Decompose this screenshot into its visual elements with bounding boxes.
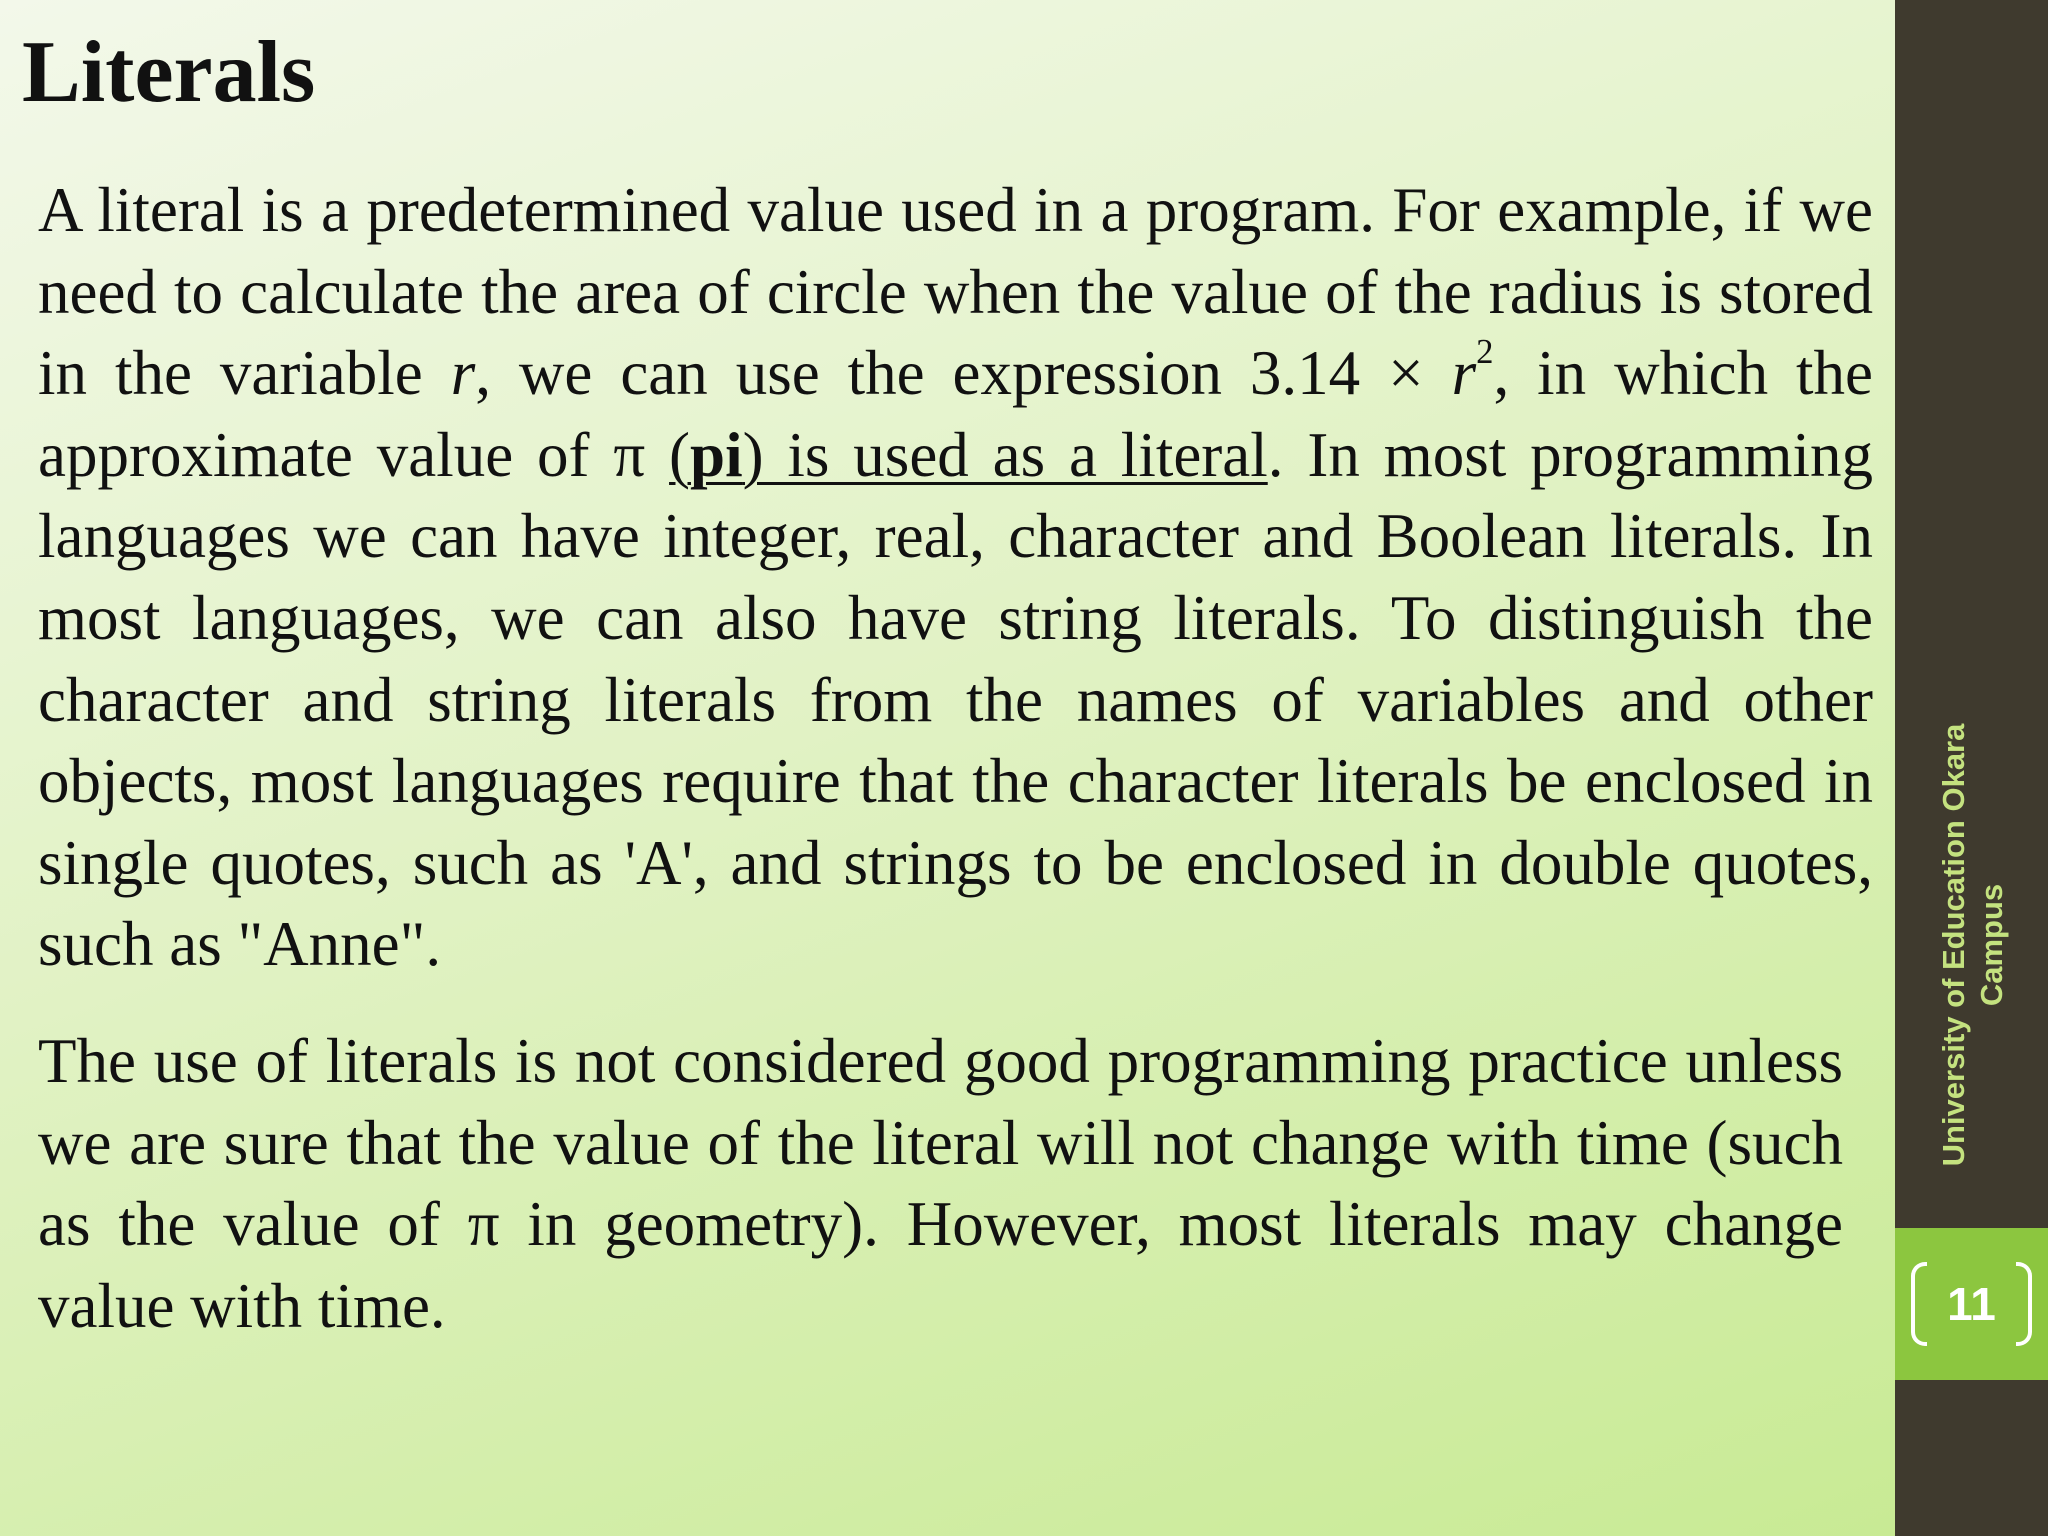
- p1-text-2: , we can use the expression 3.14 ×: [475, 338, 1452, 409]
- campus-name: Campus: [1974, 883, 2009, 1007]
- underlined-rest: ) is used as a literal: [742, 419, 1268, 490]
- p1-text-4: . In most programming languages we can have integer, real, character and Boolean literals. In most languages, we can also have string literals. To distinguish the character and string literals from the names of variables and other objects, most languages require that the character literals be enclosed in single quotes, such as 'A', and strings to be enclosed in double quotes, such as "Anne".: [38, 419, 1874, 980]
- page-number-box: [1895, 1228, 2048, 1380]
- exponent: 2: [1476, 333, 1494, 372]
- university-name: University of Education Okara: [1936, 723, 1971, 1167]
- sidebar-label-area: [1923, 700, 2023, 1190]
- page-number: 11: [1947, 1278, 1996, 1330]
- underlined-open-paren: (: [669, 419, 691, 490]
- slide-title: Literals: [22, 24, 316, 121]
- paragraph-practice: The use of literals is not considered good programming practice unless we are sure that the value of the literal will not change with time (such as the value of π in geometry). However, most literals may change value with time.: [38, 1026, 1843, 1341]
- variable-r-squared: r: [1451, 338, 1477, 409]
- variable-r: r: [450, 338, 476, 409]
- p1-text-3: , in which the approximate value of π: [38, 338, 1873, 490]
- paragraph-definition: [38, 170, 1873, 986]
- underlined-phrase: [669, 420, 1268, 490]
- university-label: [1935, 700, 2011, 1190]
- p1-text-1: A literal is a predetermined value used in a program. For example, if we need to calculate the area of circle when the value of the radius is stored in the variable: [38, 175, 1873, 409]
- pi-bold: pi: [690, 419, 743, 490]
